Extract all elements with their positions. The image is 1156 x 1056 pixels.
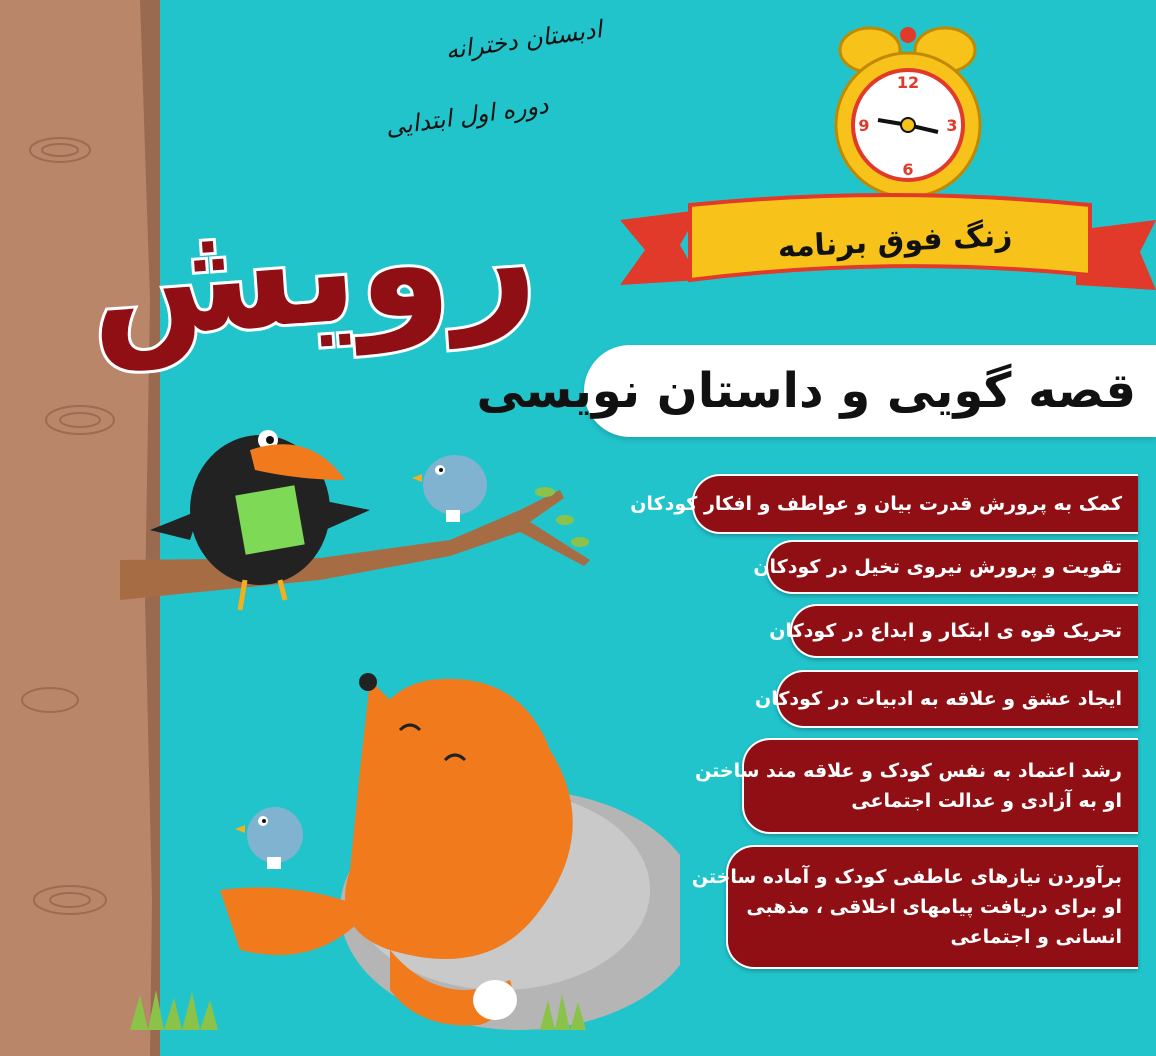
- benefit-item-3: [769, 604, 1138, 658]
- ribbon-title: زنگ فوق برنامه: [776, 217, 1014, 266]
- school-period: دوره اول ابتدایی: [383, 90, 551, 142]
- benefit-line: برآوردن نیازهای عاطفی کودک و آماده ساختن: [691, 866, 1122, 888]
- benefit-line: کمک به پرورش قدرت بیان و عواطف و افکار کودکان: [630, 493, 1122, 515]
- clock-number-12: 12: [896, 73, 920, 92]
- benefit-item-4: [755, 670, 1138, 728]
- crow-illustration: [150, 390, 380, 620]
- grass-left: [130, 990, 220, 1030]
- benefit-line: رشد اعتماد به نفس کودک و علاقه مند ساختن: [695, 760, 1122, 782]
- school-name: ادبستان دخترانه: [443, 15, 604, 65]
- heading-pill: [476, 345, 1156, 437]
- heading-title: قصه گویی و داستان نویسی: [476, 363, 1136, 419]
- benefit-line: انسانی و اجتماعی: [950, 926, 1122, 948]
- clock-number-6: 6: [902, 160, 914, 179]
- benefit-line: او به آزادی و عدالت اجتماعی: [851, 790, 1122, 812]
- benefit-item-1: [630, 474, 1138, 534]
- benefit-line: او برای دریافت پیامهای اخلاقی ، مذهبی: [746, 896, 1122, 918]
- benefit-line: ایجاد عشق و علاقه به ادبیات در کودکان: [755, 688, 1122, 710]
- benefit-line: تقویت و پرورش نیروی تخیل در کودکان: [753, 556, 1122, 578]
- benefit-item-5: [695, 738, 1138, 834]
- alarm-clock-icon: [820, 20, 990, 200]
- clock-number-9: 9: [858, 116, 870, 135]
- bird-on-branch-illustration: [410, 440, 500, 530]
- benefit-item-2: [753, 540, 1138, 594]
- clock-number-3: 3: [946, 116, 958, 135]
- grass-right: [540, 990, 590, 1030]
- brand-logo: رویش: [82, 168, 542, 374]
- benefit-line: تحریک قوه ی ابتکار و ابداع در کودکان: [769, 620, 1122, 642]
- benefit-item-6: [691, 845, 1138, 969]
- bird-on-fox-illustration: [235, 795, 315, 875]
